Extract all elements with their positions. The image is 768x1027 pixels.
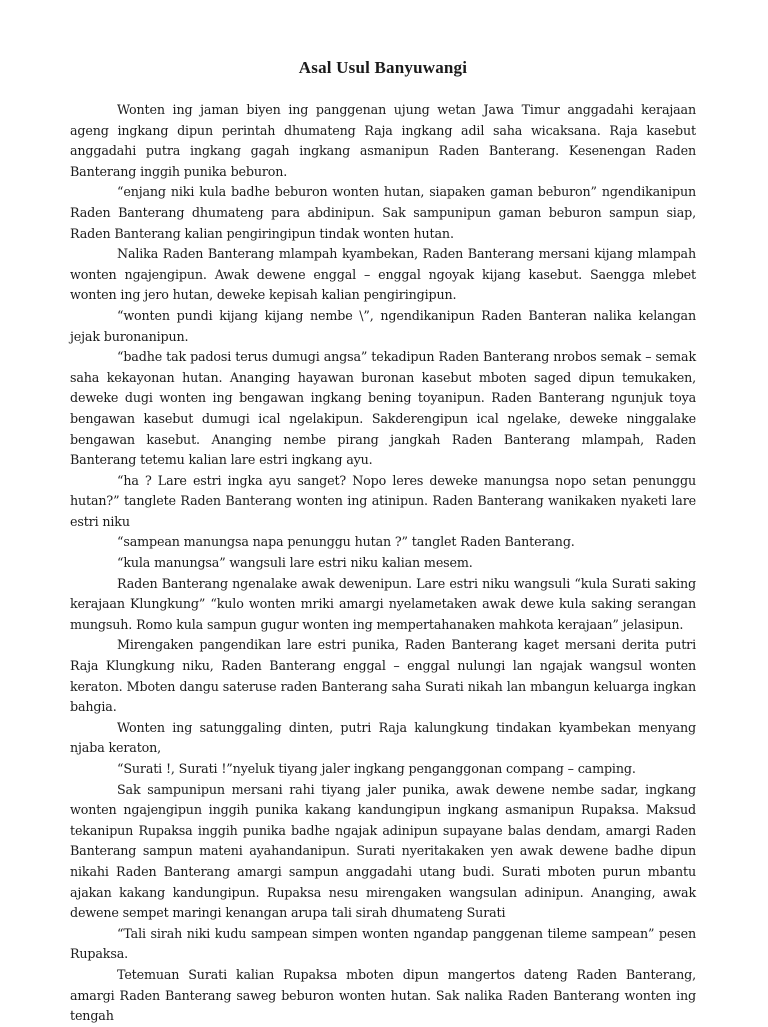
paragraph: Raden Banterang ngenalake awak dewenipun. Lare estri niku wangsuli “kula Surati saking kerajaan Klungkung” “kulo wonten mriki amargi nyelametaken awak dewe kula saking serangan mungsuh. Romo kula sampun gugur wonten ing mempertahanaken mahkota kerajaan” jelasipun.: [70, 575, 696, 632]
paragraph: “Tali sirah niki kudu sampean simpen wonten ngandap panggenan tileme sampean” pesen Rupaksa.: [70, 925, 696, 962]
paragraph: “ha ? Lare estri ingka ayu sanget? Nopo leres deweke manungsa nopo setan penunggu hutan?” tanglete Raden Banterang wonten ing atinipun. Raden Banterang wanikaken nyaketi lare estri niku: [70, 472, 696, 529]
paragraph: “wonten pundi kijang kijang nembe \”, ngendikanipun Raden Banteran nalika kelangan jejak buronanipun.: [70, 307, 696, 344]
paragraph: “enjang niki kula badhe beburon wonten hutan, siapaken gaman beburon” ngendikanipun Raden Banterang dhumateng para abdinipun. Sak sampunipun gaman beburon sampun siap, Raden Banterang kalian pengiringipun tindak wonten hutan.: [70, 184, 696, 241]
paragraph: Sak sampunipun mersani rahi tiyang jaler punika, awak dewene nembe sadar, ingkang wonten ngajengipun inggih punika kakang kandungipun ingkang asmanipun Rupaksa. Maksud tekanipun Rupaksa inggih punika badhe ngajak adinipun supayane balas dendam, amargi Raden Banterang sampun mateni ayahandanipun. Surati nyeritakaken yen awak dewene badhe dipun nikahi Raden Banterang amargi sampun anggadahi utang budi. Surati mboten purun mbantu ajakan kakang kandungipun. Rupaksa nesu mirengaken wangsulan adinipun. Ananging, awak dewene sempet maringi kenangan arupa tali sirah dhumateng Surati: [70, 781, 696, 921]
paragraph: “kula manungsa” wangsuli lare estri niku kalian mesem.: [117, 555, 473, 571]
document-body: [70, 100, 696, 1027]
paragraph: Tetemuan Surati kalian Rupaksa mboten dipun mangertos dateng Raden Banterang, amargi Raden Banterang saweg beburon wonten hutan. Sak nalika Raden Banterang wonten ing tengah: [70, 966, 696, 1024]
paragraph: Mirengaken pangendikan lare estri punika, Raden Banterang kaget mersani derita putri Raja Klungkung niku, Raden Banterang enggal – enggal nulungi lan ngajak wangsul wonten keraton. Mboten dangu sateruse raden Banterang saha Surati nikah lan mbangun keluarga ingkan bahgia.: [70, 637, 696, 715]
paragraph: “badhe tak padosi terus dumugi angsa” tekadipun Raden Banterang nrobos semak – semak saha kekayonan hutan. Ananging hayawan buronan kasebut mboten saged dipun temukaken, deweke dugi wonten ing bengawan ingkang bening toyanipun. Raden Banterang ngunjuk toya bengawan kasebut dumugi ical ngelakipun. Sakderengipun ical ngelake, deweke ninggalake bengawan kasebut. Ananging nembe pirang jangkah Raden Banterang mlampah, Raden Banterang tetemu kalian lare estri ingkang ayu.: [70, 349, 696, 468]
paragraph: “Surati !, Surati !”nyeluk tiyang jaler ingkang penganggonan compang – camping.: [117, 761, 636, 776]
paragraph: Wonten ing jaman biyen ing panggenan ujung wetan Jawa Timur anggadahi kerajaan ageng ingkang dipun perintah dhumateng Raja ingkang adil saha wicaksana. Raja kasebut anggadahi putra ingkang gagah ingkang asmanipun Raden Banterang. Kesenengan Raden Banterang inggih punika beburon.: [70, 102, 696, 179]
paragraph: “sampean manungsa napa penunggu hutan ?” tanglet Raden Banterang.: [117, 534, 575, 550]
document-page: [70, 58, 696, 1027]
document-title: Asal Usul Banyuwangi: [298, 58, 468, 77]
paragraph: Nalika Raden Banterang mlampah kyambekan, Raden Banterang mersani kijang mlampah wonten ngajengipun. Awak dewene enggal – enggal ngoyak kijang kasebut. Saengga mlebet wonten ing jero hutan, deweke kepisah kalian pengiringipun.: [70, 246, 696, 303]
paragraph: Wonten ing satunggaling dinten, putri Raja kalungkung tindakan kyambekan menyang njaba keraton,: [70, 719, 696, 756]
